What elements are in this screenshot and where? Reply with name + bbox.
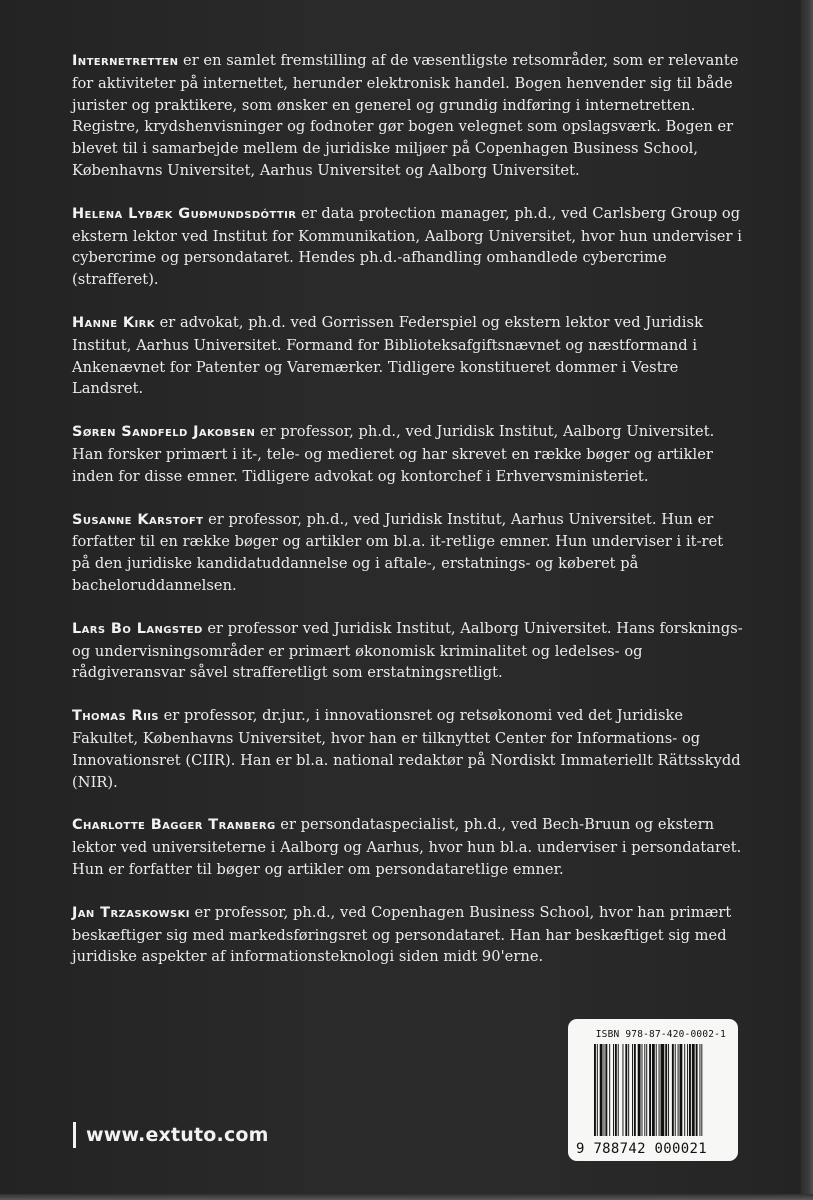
barcode-bar: [644, 1044, 645, 1136]
barcode-bar: [701, 1044, 702, 1136]
barcode-bar: [628, 1044, 629, 1136]
paragraph-body: er professor ved Juridisk Institut, Aalborg Universitet. Hans forsknings- og undervisningsområder er primært økonomisk kriminalitet og ledelses- og rådgiveransvar såvel strafferetligt som erstatningsretligt.: [72, 619, 743, 682]
barcode-bar: [672, 1044, 674, 1136]
ean-digits: 9 788742 000021: [576, 1141, 707, 1157]
author-name: Thomas Riis: [72, 708, 159, 725]
paragraph-body: er data protection manager, ph.d., ved Carlsberg Group og ekstern lektor ved Institut for Kommunikation, Aalborg Universitet, hvor hun underviser i cybercrime og persondataret. Hendes ph.d.-afhandling omhandlede cybercrime (strafferet).: [72, 204, 742, 289]
barcode-bar: [684, 1044, 685, 1136]
paragraph-author-bio: [72, 312, 744, 400]
author-name: Hanne Kirk: [72, 314, 155, 331]
barcode-bar: [652, 1044, 655, 1136]
paragraph-body: er en samlet fremstilling af de væsentligste retsområder, som er relevante for aktiviteter på internettet, herunder elektronisk handel. Bogen henvender sig til både jurister og praktikere, som ønsker en generel og grundig indføring i internetretten. Registre, krydshenvisninger og fodnoter gør bogen velegnet som opslagsværk. Bogen er blevet til i samarbejde mellem de juridiske miljøer på Copenhagen Business School, Københavns Universitet, Aarhus Universitet og Aalborg Universitet.: [72, 52, 739, 179]
barcode-bar: [615, 1044, 617, 1136]
paragraph-body: er persondataspecialist, ph.d., ved Bech-Bruun og ekstern lektor ved universiteterne i Aalborg og Aarhus, hvor hun bl.a. underviser i persondataret. Hun er forfatter til bøger og artikler om persondataretlige emner.: [72, 816, 742, 878]
barcode-bar: [665, 1044, 667, 1136]
barcode-bar: [605, 1044, 607, 1136]
paragraph-body: er advokat, ph.d. ved Gorrissen Federspiel og ekstern lektor ved Juridisk Institut, Aarhus Universitet. Formand for Biblioteksafgiftsnævnet og næstformand i Ankenævnet for Patenter og Varemærker. Tidligere konstitueret dommer i Vestre Landsret.: [72, 313, 703, 398]
website-divider-bar: [73, 1122, 76, 1148]
barcode-bar: [642, 1044, 643, 1136]
description-text-block: [72, 50, 744, 989]
book-title: Internetretten: [72, 53, 179, 69]
author-name: Søren Sandfeld Jakobsen: [72, 424, 256, 441]
barcode-bar: [625, 1044, 627, 1136]
cover-bottom-edge: [0, 1194, 813, 1200]
author-name: Charlotte Bagger Tranberg: [72, 817, 276, 834]
barcode-bar: [668, 1044, 669, 1136]
barcode-bar: [600, 1044, 603, 1136]
barcode-bar: [604, 1044, 605, 1136]
barcode-bar: [692, 1044, 695, 1136]
paragraph-author-bio: [72, 509, 744, 597]
publisher-website[interactable]: [73, 1122, 269, 1148]
author-name: Lars Bo Langsted: [72, 620, 203, 637]
paragraph-author-bio: [72, 421, 744, 487]
cover-right-edge: [801, 0, 813, 1200]
barcode-bar: [696, 1044, 698, 1136]
paragraph-author-bio: [72, 814, 744, 880]
barcode-bar: [656, 1044, 657, 1136]
barcode-bar: [659, 1044, 660, 1136]
barcode-bar: [646, 1044, 647, 1136]
paragraph-book-description: [72, 50, 744, 182]
paragraph-body: er professor, dr.jur., i innovationsret og retsøkonomi ved det Juridiske Fakultet, Københavns Universitet, hvor han er tilknyttet Center for Informations- og Innovationsret (CIIR). Han er bl.a. national redaktør på Nordiskt Immateriellt Rättsskydd (NIR).: [72, 707, 741, 791]
barcode-bar: [613, 1044, 614, 1136]
website-link[interactable]: www.extuto.com: [86, 1124, 269, 1146]
paragraph-author-bio: [72, 902, 744, 968]
barcode-bar: [649, 1044, 651, 1136]
barcode-bar: [678, 1044, 679, 1136]
paragraph-body: er professor, ph.d., ved Juridisk Institut, Aarhus Universitet. Hun er forfatter til en række bøger og artikler om bl.a. it-retlige emner. Hun underviser i it-ret på den juridiske kandidatuddannelse og i aftale-, erstatnings- og køberet på bacheloruddannelsen.: [72, 510, 724, 594]
barcode-bar: [675, 1044, 676, 1136]
barcode-bar: [689, 1044, 691, 1136]
paragraph-author-bio: [72, 203, 744, 291]
author-name: Jan Trzaskowski: [72, 904, 190, 921]
barcode-bar: [634, 1044, 636, 1136]
barcode-bar: [618, 1044, 619, 1136]
barcode-bar: [632, 1044, 633, 1136]
isbn-barcode-label: [568, 1019, 738, 1161]
barcode-bar: [609, 1044, 610, 1136]
barcode-bar: [597, 1044, 598, 1136]
paragraph-author-bio: [72, 705, 744, 793]
barcode-bar: [661, 1044, 665, 1136]
barcode-icon: [594, 1044, 730, 1136]
barcode-bar: [623, 1044, 624, 1136]
author-name: Susanne Karstoft: [72, 511, 204, 528]
barcode-bar: [687, 1044, 688, 1136]
paragraph-body: er professor, ph.d., ved Juridisk Institut, Aalborg Universitet. Han forsker primært i it-, tele- og medieret og har skrevet en række bøger og artikler inden for disse emner. Tidligere advokat og kontorchef i Erhvervsministeriet.: [72, 423, 715, 485]
barcode-bar: [594, 1044, 596, 1136]
author-name: Helena Lybæk Guðmundsdóttir: [72, 205, 297, 222]
barcode-bar: [638, 1044, 641, 1136]
barcode-bar: [699, 1044, 700, 1136]
isbn-number: ISBN 978-87-420-0002-1: [595, 1029, 726, 1040]
paragraph-author-bio: [72, 618, 744, 684]
barcode-bar: [680, 1044, 683, 1136]
paragraph-body: er professor, ph.d., ved Copenhagen Business School, hvor han primært beskæftiger sig med markedsføringsret og persondataret. Han har beskæftiget sig med juridiske aspekter af informationsteknologi siden midt 90'erne.: [72, 903, 732, 966]
